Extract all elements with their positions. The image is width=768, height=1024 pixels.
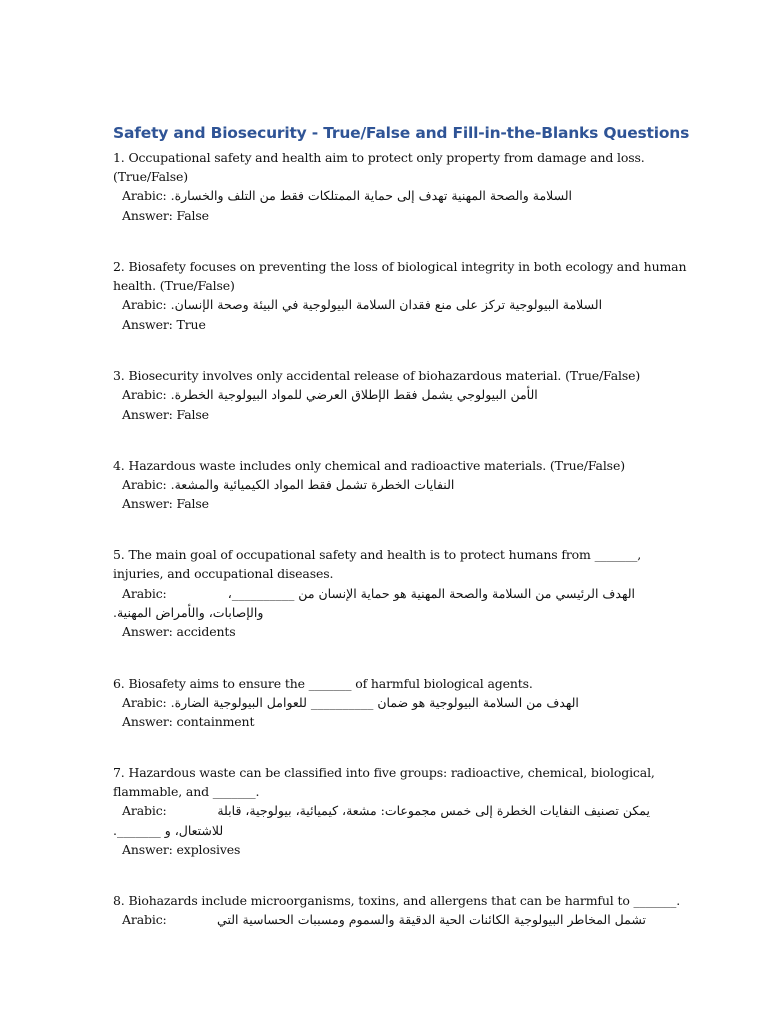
q6-question-line1: 6. Biosafety aims to ensure the _______ of harmful biological agents. [113,676,533,691]
q8-arabic-line1: تشمل المخاطر البيولوجية الكائنات الحية الدقيقة والسموم ومسببات الحساسية التي [217,912,646,927]
arabic-label: Arabic: [122,297,167,312]
q5-arabic-label: Arabic: [122,586,167,601]
q7-arabic-label: Arabic: [122,803,167,818]
q2-answer: Answer: True [122,317,206,332]
q6-arabic [122,693,579,712]
arabic-label: Arabic: [122,387,167,402]
q3-answer: Answer: False [122,407,209,422]
q6-arabic-text: الهدف من السلامة البيولوجية هو ضمان __________ للعوامل البيولوجية الضارة. [170,695,579,710]
q4-question-line1: 4. Hazardous waste includes only chemical and radioactive materials. (True/False) [113,458,625,473]
q5-answer: Answer: accidents [122,624,236,639]
q3-question-line1: 3. Biosecurity involves only accidental release of biohazardous material. (True/False) [113,368,641,383]
q5-question-line2: injuries, and occupational diseases. [113,566,334,581]
q5-arabic-line1: الهدف الرئيسي من السلامة والصحة المهنية هو حماية الإنسان من __________، [227,586,635,601]
q2-arabic-text: السلامة البيولوجية تركز على منع فقدان السلامة البيولوجية في البيئة وصحة الإنسان. [170,297,603,312]
q4-answer: Answer: False [122,496,209,511]
arabic-label: Arabic: [122,695,167,710]
q5-arabic-line2: والإصابات، والأمراض المهنية. [113,605,264,620]
q8-arabic-label: Arabic: [122,912,167,927]
q7-question-line1: 7. Hazardous waste can be classified into five groups: radioactive, chemical, biological, [113,765,655,780]
q1-arabic-text: السلامة والصحة المهنية تهدف إلى حماية الممتلكات فقط من التلف والخسارة. [170,188,573,203]
q7-question-line2: flammable, and _______. [113,784,260,799]
q5-question-line1: 5. The main goal of occupational safety and health is to protect humans from _______, [113,547,642,562]
q1-question-line1: 1. Occupational safety and health aim to protect only property from damage and loss. [113,150,645,165]
q7-arabic-line1: يمكن تصنيف النفايات الخطرة إلى خمس مجموعات: مشعة، كيميائية، بيولوجية، قابلة [217,803,650,818]
q4-arabic [122,475,454,494]
arabic-label: Arabic: [122,477,167,492]
arabic-label: Arabic: [122,188,167,203]
q3-arabic-text: الأمن البيولوجي يشمل فقط الإطلاق العرضي للمواد البيولوجية الخطرة. [170,387,538,402]
q2-question-line2: health. (True/False) [113,278,235,293]
q1-answer: Answer: False [122,208,209,223]
q2-arabic [122,295,602,314]
q6-answer: Answer: containment [122,714,255,729]
q7-answer: Answer: explosives [122,842,241,857]
q8-question-line1: 8. Biohazards include microorganisms, toxins, and allergens that can be harmful to _______. [113,893,681,908]
q4-arabic-text: النفايات الخطرة تشمل فقط المواد الكيميائية والمشعة. [170,477,455,492]
q1-arabic [122,186,572,205]
q3-arabic [122,385,538,404]
page-title: Safety and Biosecurity - True/False and Fill-in-the-Blanks Questions [113,124,690,142]
q1-question-line2: (True/False) [113,169,189,184]
q7-arabic-line2: للاشتعال، و _______. [113,823,224,838]
q2-question-line1: 2. Biosafety focuses on preventing the loss of biological integrity in both ecology and human [113,259,687,274]
